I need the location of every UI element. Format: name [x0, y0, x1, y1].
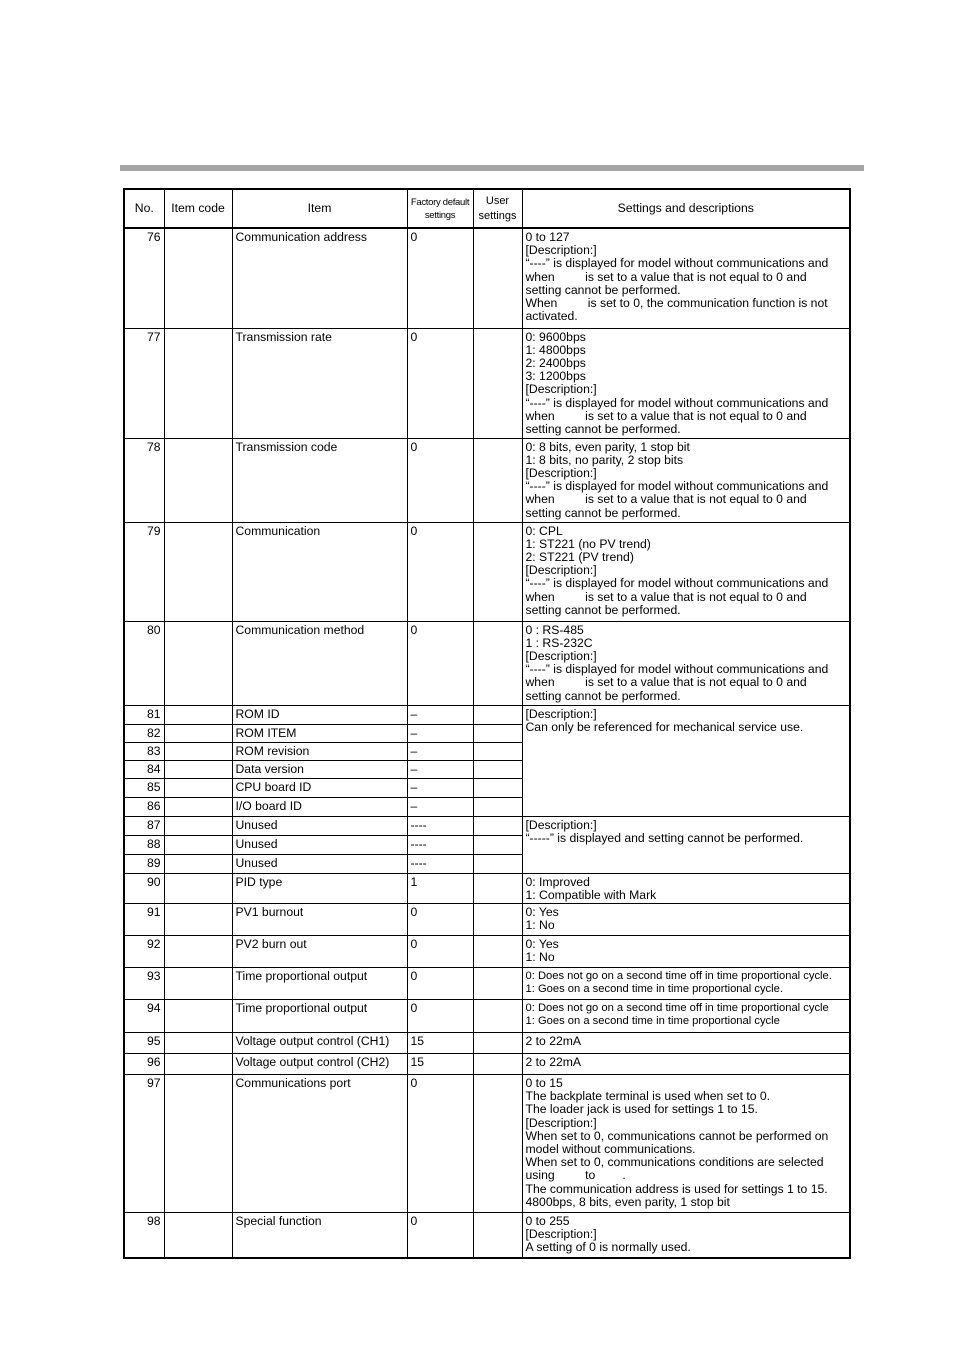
item-code-cell [164, 1212, 232, 1258]
user-setting-cell [473, 228, 522, 328]
factory-default: 0 [407, 328, 473, 438]
item-name: PID type [232, 873, 407, 903]
row-no: 93 [124, 967, 164, 999]
row-no: 97 [124, 1074, 164, 1212]
table-row [124, 438, 850, 522]
item-name: Transmission code [232, 438, 407, 522]
settings-description: 0: 9600bps 1: 4800bps 2: 2400bps 3: 1200bps [Description:] “----” is displayed for model without communications and when is set to a value that is not equal to 0 and setting cannot be performed. [522, 328, 850, 438]
settings-description: 0: Yes 1: No [522, 903, 850, 935]
row-no: 89 [124, 854, 164, 873]
item-name: Communication [232, 522, 407, 621]
item-code-cell [164, 1053, 232, 1074]
item-name: Unused [232, 816, 407, 835]
item-code-cell [164, 873, 232, 903]
factory-default: 0 [407, 1074, 473, 1212]
factory-default: 0 [407, 228, 473, 328]
item-code-cell [164, 438, 232, 522]
header-item-code: Item code [164, 189, 232, 228]
factory-default: – [407, 760, 473, 778]
parameter-table [123, 188, 851, 1259]
factory-default: – [407, 778, 473, 797]
user-setting-cell [473, 967, 522, 999]
user-setting-cell [473, 835, 522, 854]
item-code-cell [164, 1032, 232, 1053]
user-setting-cell [473, 1032, 522, 1053]
settings-description: 0: 8 bits, even parity, 1 stop bit 1: 8 bits, no parity, 2 stop bits [Description:] “----” is displayed for model without communications and when is set to a value that is not equal to 0 and setting cannot be performed. [522, 438, 850, 522]
settings-description: 0: Yes 1: No [522, 935, 850, 967]
item-code-cell [164, 854, 232, 873]
factory-default: 0 [407, 621, 473, 705]
user-setting-cell [473, 724, 522, 742]
user-setting-cell [473, 873, 522, 903]
user-setting-cell [473, 760, 522, 778]
header-no: No. [124, 189, 164, 228]
row-no: 98 [124, 1212, 164, 1258]
item-name: Special function [232, 1212, 407, 1258]
item-name: Unused [232, 854, 407, 873]
factory-default: 1 [407, 873, 473, 903]
row-no: 76 [124, 228, 164, 328]
header-user-settings: User settings [473, 189, 522, 228]
item-code-cell [164, 1074, 232, 1212]
settings-description: 0 to 255 [Description:] A setting of 0 is normally used. [522, 1212, 850, 1258]
item-name: PV1 burnout [232, 903, 407, 935]
row-no: 94 [124, 999, 164, 1032]
item-code-cell [164, 228, 232, 328]
item-code-cell [164, 967, 232, 999]
item-name: Unused [232, 835, 407, 854]
factory-default: 0 [407, 1212, 473, 1258]
user-setting-cell [473, 621, 522, 705]
factory-default: – [407, 742, 473, 760]
user-setting-cell [473, 1074, 522, 1212]
row-no: 77 [124, 328, 164, 438]
table-row [124, 328, 850, 438]
settings-description: 0 to 15 The backplate terminal is used when set to 0. The loader jack is used for settings 1 to 15. [Description:] When set to 0, communications cannot be performed on model without communications. When set to 0, communications conditions are selected using to . The communication address is used for settings 1 to 15. 4800bps, 8 bits, even parity, 1 stop bit [522, 1074, 850, 1212]
item-name: Voltage output control (CH2) [232, 1053, 407, 1074]
factory-default: – [407, 705, 473, 724]
user-setting-cell [473, 328, 522, 438]
table-row [124, 1053, 850, 1074]
row-no: 91 [124, 903, 164, 935]
item-name: ROM revision [232, 742, 407, 760]
item-code-cell [164, 903, 232, 935]
row-no: 81 [124, 705, 164, 724]
table-row [124, 228, 850, 328]
item-name: Time proportional output [232, 967, 407, 999]
settings-description: [Description:] Can only be referenced for mechanical service use. [522, 705, 850, 816]
factory-default: 0 [407, 935, 473, 967]
factory-default: ---- [407, 854, 473, 873]
settings-description: 0 to 127 [Description:] “----” is displayed for model without communications and when is set to a value that is not equal to 0 and setting cannot be performed. When is set to 0, the communication function is not activated. [522, 228, 850, 328]
item-name: Communication method [232, 621, 407, 705]
settings-description: 2 to 22mA [522, 1053, 850, 1074]
settings-description: 0: CPL 1: ST221 (no PV trend) 2: ST221 (PV trend) [Description:] “----” is displayed for model without communications and when is set to a value that is not equal to 0 and setting cannot be performed. [522, 522, 850, 621]
table-row [124, 903, 850, 935]
factory-default: 0 [407, 522, 473, 621]
factory-default: 0 [407, 438, 473, 522]
item-name: PV2 burn out [232, 935, 407, 967]
factory-default: 0 [407, 903, 473, 935]
item-code-cell [164, 835, 232, 854]
factory-default: ---- [407, 816, 473, 835]
item-code-cell [164, 797, 232, 816]
item-name: Transmission rate [232, 328, 407, 438]
user-setting-cell [473, 705, 522, 724]
row-no: 88 [124, 835, 164, 854]
factory-default: – [407, 724, 473, 742]
header-factory-default: Factory default settings [407, 189, 473, 228]
row-no: 78 [124, 438, 164, 522]
item-name: Time proportional output [232, 999, 407, 1032]
table-row [124, 705, 850, 724]
item-code-cell [164, 724, 232, 742]
item-code-cell [164, 621, 232, 705]
factory-default: ---- [407, 835, 473, 854]
row-no: 90 [124, 873, 164, 903]
user-setting-cell [473, 522, 522, 621]
row-no: 84 [124, 760, 164, 778]
factory-default: – [407, 797, 473, 816]
factory-default: 15 [407, 1053, 473, 1074]
item-name: CPU board ID [232, 778, 407, 797]
factory-default: 0 [407, 999, 473, 1032]
table-row [124, 522, 850, 621]
item-code-cell [164, 816, 232, 835]
table-row [124, 935, 850, 967]
settings-description: [Description:] “-----” is displayed and setting cannot be performed. [522, 816, 850, 873]
settings-description: 0: Improved 1: Compatible with Mark [522, 873, 850, 903]
factory-default: 0 [407, 967, 473, 999]
item-code-cell [164, 778, 232, 797]
item-code-cell [164, 522, 232, 621]
table-row [124, 1032, 850, 1053]
user-setting-cell [473, 797, 522, 816]
section-rule [120, 165, 864, 171]
settings-description: 0: Does not go on a second time off in time proportional cycle 1: Goes on a second time in time proportional cycle [522, 999, 850, 1032]
row-no: 95 [124, 1032, 164, 1053]
row-no: 80 [124, 621, 164, 705]
user-setting-cell [473, 816, 522, 835]
item-code-cell [164, 742, 232, 760]
item-code-cell [164, 328, 232, 438]
table-row [124, 967, 850, 999]
user-setting-cell [473, 854, 522, 873]
row-no: 85 [124, 778, 164, 797]
user-setting-cell [473, 742, 522, 760]
row-no: 96 [124, 1053, 164, 1074]
item-name: ROM ID [232, 705, 407, 724]
user-setting-cell [473, 1212, 522, 1258]
item-code-cell [164, 705, 232, 724]
row-no: 92 [124, 935, 164, 967]
settings-description: 0 : RS-485 1 : RS-232C [Description:] “----” is displayed for model without communications and when is set to a value that is not equal to 0 and setting cannot be performed. [522, 621, 850, 705]
item-name: ROM ITEM [232, 724, 407, 742]
table-row [124, 621, 850, 705]
row-no: 87 [124, 816, 164, 835]
user-setting-cell [473, 903, 522, 935]
settings-description: 2 to 22mA [522, 1032, 850, 1053]
row-no: 83 [124, 742, 164, 760]
item-code-cell [164, 760, 232, 778]
header-settings: Settings and descriptions [522, 189, 850, 228]
item-name: Voltage output control (CH1) [232, 1032, 407, 1053]
table-row [124, 1074, 850, 1212]
user-setting-cell [473, 778, 522, 797]
row-no: 82 [124, 724, 164, 742]
user-setting-cell [473, 999, 522, 1032]
settings-description: 0: Does not go on a second time off in time proportional cycle. 1: Goes on a second time in time proportional cycle. [522, 967, 850, 999]
table-row [124, 816, 850, 835]
row-no: 79 [124, 522, 164, 621]
user-setting-cell [473, 1053, 522, 1074]
item-name: Communications port [232, 1074, 407, 1212]
item-name: I/O board ID [232, 797, 407, 816]
item-name: Communication address [232, 228, 407, 328]
factory-default: 15 [407, 1032, 473, 1053]
item-code-cell [164, 935, 232, 967]
table-row [124, 999, 850, 1032]
user-setting-cell [473, 935, 522, 967]
user-setting-cell [473, 438, 522, 522]
table-row [124, 873, 850, 903]
header-item: Item [232, 189, 407, 228]
table-row [124, 1212, 850, 1258]
item-code-cell [164, 999, 232, 1032]
table-header-row [124, 189, 850, 228]
item-name: Data version [232, 760, 407, 778]
row-no: 86 [124, 797, 164, 816]
